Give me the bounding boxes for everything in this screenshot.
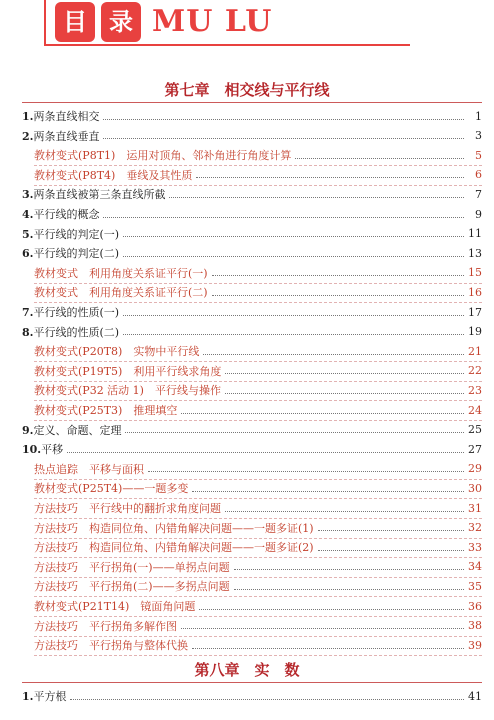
toc-entry[interactable]	[22, 361, 482, 381]
toc-entry-text: 两条直线被第三条直线所截	[33, 188, 166, 202]
toc-entry-title	[34, 343, 199, 359]
toc-entry-text: 方法技巧 平行拐角多解作图	[34, 619, 177, 633]
header-vertical-rule	[44, 0, 46, 44]
toc-entry-text: 方法技巧 平行拐角(一)——单拐点问题	[34, 560, 230, 574]
toc-entry-number: 1.	[22, 690, 34, 703]
toc-entry-page: 23	[468, 383, 482, 397]
toc-entry-page: 19	[468, 325, 482, 339]
title-latin: MU LU	[152, 4, 273, 39]
dot-leader	[123, 236, 464, 237]
chapter-7-title: 第七章 相交线与平行线	[164, 81, 330, 99]
toc-entry-text: 平行线的判定(一)	[33, 227, 120, 241]
toc-header	[0, 0, 494, 58]
chapter-7-rule	[22, 102, 482, 103]
toc-entry-page: 34	[468, 560, 482, 574]
toc-entry-number: 7.	[22, 306, 34, 319]
dot-leader	[103, 119, 464, 120]
toc-entry-title	[34, 284, 208, 300]
toc-entry-text: 两条直线垂直	[33, 129, 100, 143]
dot-leader	[234, 589, 464, 590]
toc-entry-page: 17	[468, 305, 482, 319]
toc-entry-page: 30	[468, 481, 482, 495]
toc-entry-title	[34, 265, 208, 281]
toc-entry-title	[22, 128, 99, 144]
toc-entry-text: 方法技巧 平行线中的翻折求角度问题	[34, 502, 221, 515]
dot-leader	[181, 413, 464, 414]
toc-entry[interactable]	[22, 263, 482, 283]
toc-entry-text: 教材变式(P21T14) 镜面角问题	[34, 600, 196, 613]
toc-entry-title	[22, 304, 119, 320]
toc-entry-text: 教材变式 利用角度关系证平行(二)	[34, 286, 208, 300]
toc-entry-title	[22, 688, 66, 704]
title-badge-lu: 录	[101, 2, 141, 42]
toc-entry-page: 15	[468, 266, 482, 280]
toc-entry-page: 25	[468, 423, 482, 437]
toc-entry-number: 5.	[22, 227, 34, 241]
toc-entry-page: 35	[468, 579, 482, 593]
toc-entry-text: 平行线的性质(二)	[33, 325, 120, 339]
toc-entry-title	[22, 226, 119, 242]
toc-entry-text: 方法技巧 平行拐角(二)——多拐点问题	[34, 580, 230, 594]
toc-entry[interactable]	[22, 106, 482, 126]
toc-entry[interactable]	[22, 439, 482, 459]
toc-entry-title	[34, 539, 314, 555]
dot-leader	[125, 432, 464, 433]
dot-leader	[123, 315, 464, 316]
toc-entry-title	[34, 402, 177, 418]
toc-entry-text: 热点追踪 平移与面积	[34, 462, 144, 476]
toc-entry-page: 6	[475, 168, 482, 182]
dot-leader	[103, 138, 464, 139]
dot-leader	[212, 295, 464, 296]
toc-entry[interactable]	[22, 635, 482, 655]
toc-entry-number: 9.	[22, 423, 34, 437]
toc-entry-text: 教材变式(P25T4)——一题多变	[34, 482, 189, 496]
toc-entry-text: 方法技巧 构造同位角、内错角解决问题——一题多证(2)	[34, 541, 314, 555]
toc-entry-page: 9	[475, 207, 482, 221]
dot-leader	[212, 275, 464, 276]
toc-entry-text: 平方根	[33, 690, 67, 703]
toc-entry[interactable]	[22, 596, 482, 616]
toc-entry-page: 11	[468, 227, 482, 241]
toc-entry-page: 13	[468, 246, 482, 260]
dot-leader	[192, 491, 464, 492]
toc-entry[interactable]	[22, 126, 482, 146]
toc-entry-title	[34, 598, 195, 614]
toc-entry-number: 2.	[22, 129, 34, 143]
toc-entry-page: 41	[468, 689, 482, 703]
toc-entry-page: 29	[468, 462, 482, 476]
toc-entry-title	[22, 206, 99, 222]
toc-entry-page: 39	[468, 638, 482, 652]
dot-leader	[225, 373, 464, 374]
toc-entry-page: 22	[468, 364, 482, 378]
dot-leader	[169, 197, 464, 198]
toc-entry[interactable]	[22, 616, 482, 636]
toc-entry-title	[34, 167, 192, 183]
toc-entry[interactable]	[22, 576, 482, 596]
dot-leader	[148, 471, 464, 472]
toc-entry[interactable]	[22, 184, 482, 204]
toc-entry-page: 3	[475, 129, 482, 143]
toc-entry[interactable]	[22, 400, 482, 420]
toc-entry-text: 教材变式(P8T4) 垂线及其性质	[34, 168, 193, 182]
toc-entry-page: 31	[468, 501, 482, 515]
dot-leader	[70, 699, 464, 700]
toc-entry-title	[22, 422, 121, 438]
toc-entry[interactable]	[22, 478, 482, 498]
toc-entry-number: 4.	[22, 208, 34, 221]
toc-entry-text: 教材变式(P19T5) 利用平行线求角度	[34, 364, 222, 378]
dot-leader	[234, 569, 464, 570]
toc-entry-title	[34, 480, 188, 496]
header-horizontal-rule	[44, 44, 410, 46]
toc-entry-title	[34, 520, 314, 536]
toc-entry-page: 33	[468, 540, 482, 554]
toc-entry-text: 两条直线相交	[33, 110, 100, 123]
dot-leader	[196, 177, 464, 178]
toc-entry-page: 5	[475, 148, 482, 162]
toc-entry[interactable]	[22, 145, 482, 165]
toc-entry-title	[34, 618, 177, 634]
toc-entry-text: 教材变式(P20T8) 实物中平行线	[34, 345, 200, 359]
toc-entry-page: 24	[468, 403, 482, 417]
toc-entry-title	[34, 578, 230, 594]
toc-entry-title	[34, 363, 221, 379]
toc-entry[interactable]	[22, 341, 482, 361]
toc-entry-page: 36	[468, 599, 482, 613]
toc-entry[interactable]	[22, 243, 482, 263]
dot-leader	[295, 158, 464, 159]
toc-entry-page: 38	[468, 619, 482, 633]
toc-entry-text: 平行线的性质(一)	[33, 306, 120, 319]
dot-leader	[318, 550, 464, 551]
dot-leader	[225, 511, 464, 512]
toc-entry[interactable]	[22, 557, 482, 577]
toc-entry-text: 教材变式(P32 活动 1) 平行线与操作	[34, 384, 221, 398]
toc-entry-page: 21	[468, 344, 482, 358]
toc-entry-page: 7	[475, 187, 482, 201]
toc-entry-text: 教材变式(P25T3) 推理填空	[34, 404, 178, 417]
toc-entry[interactable]	[22, 537, 482, 557]
toc-entry-title	[34, 559, 230, 575]
toc-entry[interactable]	[22, 380, 482, 400]
chapter-8-title: 第八章 实 数	[194, 661, 300, 679]
dot-leader	[199, 609, 464, 610]
toc-entry-text: 教材变式(P8T1) 运用对顶角、邻补角进行角度计算	[34, 149, 292, 163]
toc-entry-text: 方法技巧 平行拐角与整体代换	[34, 639, 188, 653]
toc-entry-title	[34, 637, 188, 653]
toc-entry-title	[22, 324, 119, 340]
toc-entry-page: 1	[475, 109, 482, 123]
toc-entry-title	[34, 147, 291, 163]
toc-entry[interactable]	[22, 518, 482, 538]
toc-entry[interactable]	[22, 498, 482, 518]
toc-entry[interactable]	[22, 302, 482, 322]
toc-entry-page: 27	[468, 442, 482, 456]
toc-entry[interactable]	[22, 224, 482, 244]
toc-entry[interactable]	[22, 459, 482, 479]
toc-entry[interactable]	[22, 686, 482, 706]
toc-entry-number: 6.	[22, 247, 34, 261]
dot-leader	[192, 648, 464, 649]
dot-leader	[181, 628, 464, 629]
toc-entry-title	[34, 500, 221, 516]
dot-leader	[123, 334, 464, 335]
toc-entry-text: 平行线的概念	[33, 208, 100, 221]
dot-leader	[203, 354, 464, 355]
toc-entry-title	[34, 461, 144, 477]
toc-entry-text: 方法技巧 构造同位角、内错角解决问题——一题多证(1)	[34, 521, 314, 535]
chapter-8-rule	[22, 682, 482, 683]
toc-entry[interactable]	[22, 322, 482, 342]
dot-leader	[225, 393, 464, 394]
toc-entry-text: 平行线的判定(二)	[33, 247, 120, 261]
toc-entry[interactable]	[22, 165, 482, 185]
toc-entry[interactable]	[22, 282, 482, 302]
toc-entry-number: 3.	[22, 188, 34, 202]
title-badge-mu: 目	[55, 2, 95, 42]
toc-entry[interactable]	[22, 420, 482, 440]
dot-leader	[123, 256, 464, 257]
toc-entry-number: 10.	[22, 443, 42, 457]
toc-entry-text: 定义、命题、定理	[33, 423, 122, 437]
toc-entry-page: 16	[468, 285, 482, 299]
toc-entry-number: 8.	[22, 325, 34, 339]
dot-leader	[67, 452, 464, 453]
toc-entry-title	[34, 382, 221, 398]
toc-entry-text: 教材变式 利用角度关系证平行(一)	[34, 266, 208, 280]
toc-entry-text: 平移	[41, 443, 64, 457]
toc-entry[interactable]	[22, 204, 482, 224]
toc-entry-title	[22, 441, 63, 457]
toc-entry-page: 32	[468, 521, 482, 535]
toc-entry-title	[22, 186, 165, 202]
dot-leader	[318, 530, 464, 531]
toc-entry-title	[22, 245, 119, 261]
toc-entry-number: 1.	[22, 110, 34, 123]
dot-leader	[103, 217, 464, 218]
toc-entry-title	[22, 108, 99, 124]
